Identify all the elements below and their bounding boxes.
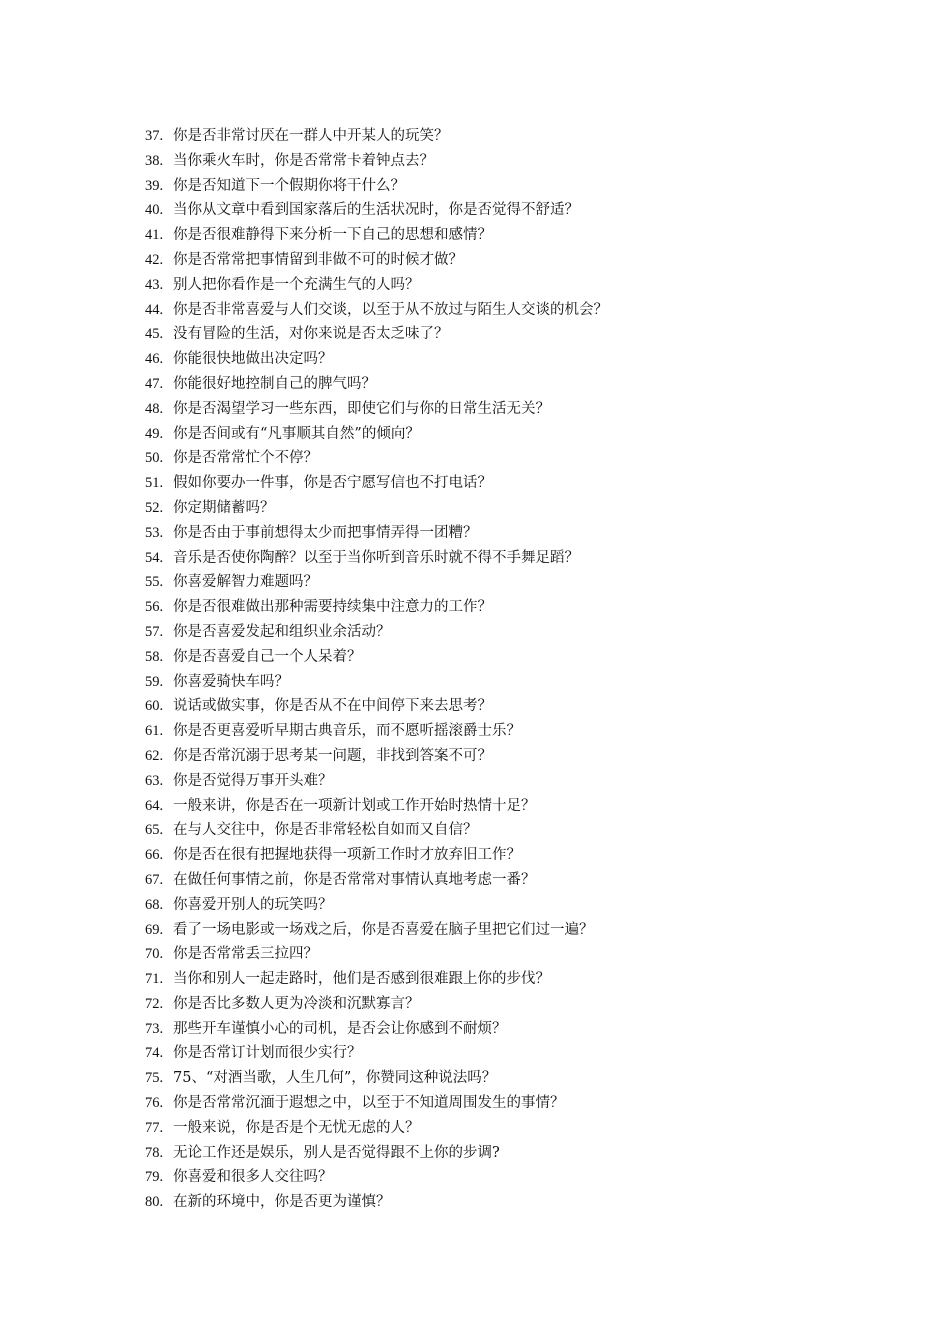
- question-number: 47.: [145, 375, 164, 392]
- question-item: [145, 124, 905, 149]
- question-text: 你是否更喜爱听早期古典音乐，而不愿听摇滚爵士乐？: [173, 723, 521, 740]
- question-text: 75、“对酒当歌，人生几何”，你赞同这种说法吗？: [173, 1070, 497, 1087]
- question-number: 71.: [145, 971, 164, 988]
- question-text: 你是否常常忙个不停？: [173, 450, 318, 467]
- question-text: 你是否常订计划而很少实行？: [173, 1045, 362, 1062]
- question-text: 你是否渴望学习一些东西，即使它们与你的日常生活无关？: [173, 400, 550, 417]
- question-text: 你是否很难做出那种需要持续集中注意力的工作？: [173, 599, 492, 616]
- question-item: [145, 496, 905, 521]
- question-item: [145, 1165, 905, 1190]
- question-text: 假如你要办一件事，你是否宁愿写信也不打电话？: [173, 475, 492, 492]
- question-number: 53.: [145, 524, 164, 541]
- question-number: 43.: [145, 276, 164, 293]
- question-text: 你喜爱开别人的玩笑吗？: [173, 896, 333, 913]
- question-text: 你能很快地做出决定吗？: [173, 351, 333, 368]
- question-text: 那些开车谨慎小心的司机，是否会让你感到不耐烦？: [173, 1020, 507, 1037]
- question-number: 40.: [145, 202, 164, 219]
- question-item: [145, 570, 905, 595]
- question-number: 60.: [145, 698, 164, 715]
- question-number: 62.: [145, 747, 164, 764]
- question-item: [145, 818, 905, 843]
- question-text: 你是否非常喜爱与人们交谈，以至于从不放过与陌生人交谈的机会？: [173, 301, 608, 318]
- question-item: [145, 223, 905, 248]
- question-item: [145, 645, 905, 670]
- question-item: [145, 794, 905, 819]
- question-item: [145, 992, 905, 1017]
- question-number: 73.: [145, 1020, 164, 1037]
- question-number: 74.: [145, 1045, 164, 1062]
- question-number: 80.: [145, 1194, 164, 1211]
- question-number: 61.: [145, 723, 164, 740]
- question-text: 你是否非常讨厌在一群人中开某人的玩笑？: [173, 128, 449, 144]
- question-text: 别人把你看作是一个充满生气的人吗？: [173, 276, 420, 293]
- question-item: [145, 893, 905, 918]
- question-number: 41.: [145, 227, 164, 244]
- question-item: [145, 595, 905, 620]
- question-text: 看了一场电影或一场戏之后，你是否喜爱在脑子里把它们过一遍？: [173, 921, 594, 938]
- question-item: [145, 521, 905, 546]
- question-item: [145, 769, 905, 794]
- question-text: 你喜爱和很多人交往吗？: [173, 1169, 333, 1186]
- question-item: [145, 694, 905, 719]
- question-number: 56.: [145, 599, 164, 616]
- question-text: 你是否常常把事情留到非做不可的时候才做？: [173, 251, 463, 268]
- question-item: [145, 322, 905, 347]
- question-text: 当你乘火车时，你是否常常卡着钟点去？: [173, 152, 434, 169]
- question-number: 51.: [145, 475, 164, 492]
- question-text: 你是否由于事前想得太少而把事情弄得一团糟？: [173, 524, 478, 541]
- question-item: [145, 620, 905, 645]
- question-text: 你是否在很有把握地获得一项新工作时才放弃旧工作？: [173, 847, 521, 864]
- question-number: 38.: [145, 152, 164, 169]
- question-number: 54.: [145, 549, 164, 566]
- question-text: 在新的环境中，你是否更为谨慎？: [173, 1194, 391, 1211]
- question-number: 75.: [145, 1070, 164, 1087]
- question-item: [145, 347, 905, 372]
- question-item: [145, 446, 905, 471]
- question-number: 72.: [145, 995, 164, 1012]
- question-item: [145, 1141, 905, 1166]
- question-text: 你是否常沉溺于思考某一问题，非找到答案不可？: [173, 747, 492, 764]
- question-text: 你是否很难静得下来分析一下自己的思想和感情？: [173, 227, 492, 244]
- question-item: [145, 1017, 905, 1042]
- question-item: [145, 471, 905, 496]
- question-item: [145, 918, 905, 943]
- question-number: 69.: [145, 921, 164, 938]
- question-number: 46.: [145, 351, 164, 368]
- question-text: 当你和别人一起走路时，他们是否感到很难跟上你的步伐？: [173, 971, 550, 988]
- question-number: 65.: [145, 822, 164, 839]
- question-item: [145, 149, 905, 174]
- question-item: [145, 372, 905, 397]
- question-text: 你喜爱骑快车吗？: [173, 673, 289, 690]
- question-text: 你喜爱解智力难题吗？: [173, 574, 318, 591]
- question-number: 63.: [145, 772, 164, 789]
- question-number: 68.: [145, 896, 164, 913]
- question-number: 44.: [145, 301, 164, 318]
- question-item: [145, 967, 905, 992]
- question-text: 你是否比多数人更为冷淡和沉默寡言？: [173, 995, 420, 1012]
- question-text: 音乐是否使你陶醉？以至于当你听到音乐时就不得不手舞足蹈？: [173, 549, 579, 566]
- question-list: [145, 124, 905, 1215]
- question-text: 在做任何事情之前，你是否常常对事情认真地考虑一番？: [173, 871, 536, 888]
- question-item: [145, 546, 905, 571]
- question-item: [145, 719, 905, 744]
- question-text: 你是否知道下一个假期你将干什么？: [173, 177, 405, 194]
- question-number: 42.: [145, 251, 164, 268]
- question-item: [145, 1116, 905, 1141]
- question-number: 59.: [145, 673, 164, 690]
- question-number: 49.: [145, 425, 164, 442]
- question-text: 你是否觉得万事开头难？: [173, 772, 333, 789]
- question-text: 没有冒险的生活，对你来说是否太乏味了？: [173, 326, 449, 343]
- question-text: 无论工作还是娱乐，别人是否觉得跟不上你的步调?: [173, 1144, 500, 1161]
- question-text: 一般来讲，你是否在一项新计划或工作开始时热情十足？: [173, 797, 536, 814]
- question-number: 52.: [145, 499, 164, 516]
- question-number: 37.: [145, 128, 164, 144]
- question-item: [145, 248, 905, 273]
- question-item: [145, 744, 905, 769]
- question-item: [145, 1190, 905, 1215]
- question-item: [145, 422, 905, 447]
- question-item: [145, 670, 905, 695]
- question-text: 在与人交往中，你是否非常轻松自如而又自信？: [173, 822, 478, 839]
- question-number: 70.: [145, 946, 164, 963]
- question-item: [145, 843, 905, 868]
- question-number: 76.: [145, 1095, 164, 1112]
- question-item: [145, 198, 905, 223]
- question-number: 79.: [145, 1169, 164, 1186]
- question-text: 你是否常常丢三拉四？: [173, 946, 318, 963]
- question-number: 55.: [145, 574, 164, 591]
- question-number: 57.: [145, 623, 164, 640]
- question-item: [145, 868, 905, 893]
- question-text: 你是否间或有“凡事顺其自然”的倾向？: [173, 425, 420, 442]
- question-item: [145, 397, 905, 422]
- question-number: 58.: [145, 648, 164, 665]
- question-number: 45.: [145, 326, 164, 343]
- question-text: 说话或做实事，你是否从不在中间停下来去思考？: [173, 698, 492, 715]
- question-item: [145, 1041, 905, 1066]
- question-number: 78.: [145, 1144, 164, 1161]
- question-item: [145, 174, 905, 199]
- question-number: 67.: [145, 871, 164, 888]
- question-number: 48.: [145, 400, 164, 417]
- question-item: [145, 1066, 905, 1091]
- question-number: 77.: [145, 1119, 164, 1136]
- question-text: 你是否常常沉湎于遐想之中，以至于不知道周围发生的事情？: [173, 1095, 565, 1112]
- question-text: 你能很好地控制自己的脾气吗？: [173, 375, 376, 392]
- question-text: 你定期储蓄吗？: [173, 499, 275, 516]
- question-item: [145, 942, 905, 967]
- question-number: 50.: [145, 450, 164, 467]
- question-item: [145, 298, 905, 323]
- question-item: [145, 273, 905, 298]
- question-text: 当你从文章中看到国家落后的生活状况时，你是否觉得不舒适？: [173, 202, 579, 219]
- question-text: 一般来说，你是否是个无忧无虑的人？: [173, 1119, 420, 1136]
- question-text: 你是否喜爱发起和组织业余活动？: [173, 623, 391, 640]
- question-number: 39.: [145, 177, 164, 194]
- question-number: 66.: [145, 847, 164, 864]
- question-number: 64.: [145, 797, 164, 814]
- question-text: 你是否喜爱自己一个人呆着？: [173, 648, 362, 665]
- question-item: [145, 1091, 905, 1116]
